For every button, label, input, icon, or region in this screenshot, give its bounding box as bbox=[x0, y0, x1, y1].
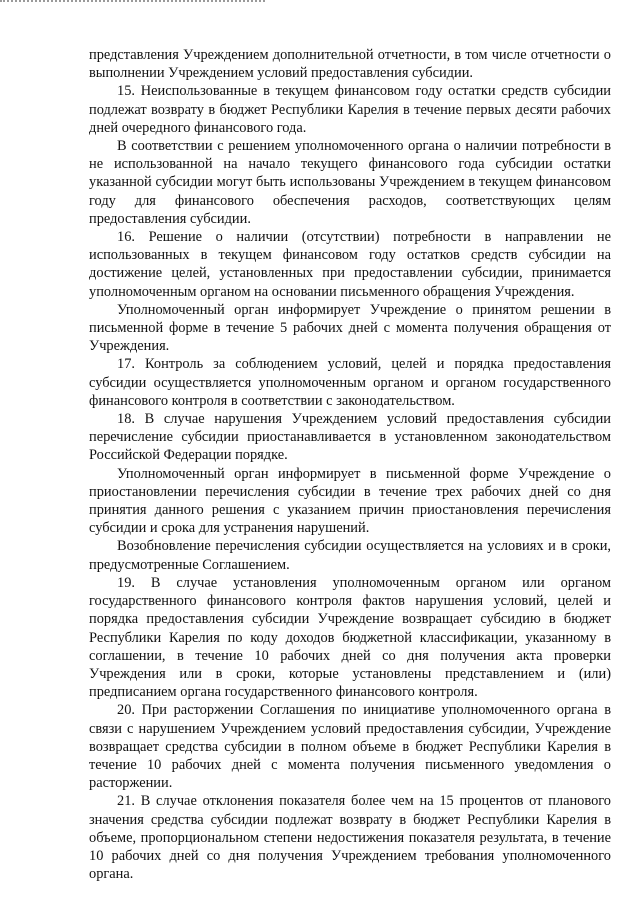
paragraph-15: 15. Неиспользованные в текущем финансовом году остатки средств субсидии подлежат возврату в бюджет Республики Карелия в течение первых десяти рабочих дней очередного финансового года. bbox=[89, 83, 611, 136]
paragraph-18-part-3: Возобновление перечисления субсидии осуществляется на условиях и в сроки, предусмотренные Соглашением. bbox=[89, 538, 611, 573]
document-page bbox=[89, 46, 611, 883]
paragraph-19: 19. В случае установления уполномоченным органом или органом государственного финансового контроля фактов нарушения условий, целей и порядка предоставления субсидии Учреждение возвращает субсидию в бюджет Республики Карелия по коду доходов бюджетной классификации, указанному в соглашении, в течение 10 рабочих дней со дня получения акта проверки Учреждения или в сроки, которые установлены представлением и (или) предписанием органа государственного финансового контроля. bbox=[89, 574, 611, 701]
paragraph-18: 18. В случае нарушения Учреждением условий предоставления субсидии перечисление субсидии приостанавливается в установленном законодательством Российской Федерации порядке. bbox=[89, 411, 611, 464]
paragraph-15-part-2: В соответствии с решением уполномоченного органа о наличии потребности в не использованной на начало текущего финансового года субсидии остатки указанной субсидии могут быть использованы Учреждением в текущем финансовом году для финансового обеспечения расходов, соответствующих целям предоставления субсидии. bbox=[89, 138, 611, 227]
paragraph-18-part-2: Уполномоченный орган информирует в письменной форме Учреждение о приостановлении перечисления субсидии в течение трех рабочих дней со дня принятия данного решения с указанием причин приостановления перечисления субсидии и срока для устранения нарушений. bbox=[89, 465, 611, 537]
paragraph-14-continuation: представления Учреждением дополнительной отчетности, в том числе отчетности о выполнении Учреждением условий предоставления субсидии. bbox=[89, 47, 611, 82]
paragraph-20: 20. При расторжении Соглашения по инициативе уполномоченного органа в связи с нарушением Учреждением условий предоставления субсидии, Учреждение возвращает средства субсидии в полном объеме в бюджет Республики Карелия в течение 10 рабочих дней с момента получения письменного уведомления о расторжении. bbox=[89, 702, 611, 792]
scan-edge-mark bbox=[0, 0, 265, 7]
paragraph-16: 16. Решение о наличии (отсутствии) потребности в направлении не использованных в текущем финансовом году остатков средств субсидии на достижение целей, установленных при предоставлении субсидии, принимается уполномоченным органом на основании письменного обращения Учреждения. bbox=[89, 229, 611, 300]
paragraph-21: 21. В случае отклонения показателя более чем на 15 процентов от планового значения средства субсидии подлежат возврату в бюджет Республики Карелия в объеме, пропорциональном степени недостижения показателя результата, в течение 10 рабочих дней со дня получения Учреждением требования уполномоченного органа. bbox=[89, 793, 611, 883]
paragraph-17: 17. Контроль за соблюдением условий, целей и порядка предоставления субсидии осуществляется уполномоченным органом и органом государственного финансового контроля в соответствии с законодательством. bbox=[89, 356, 611, 409]
paragraph-16-part-2: Уполномоченный орган информирует Учреждение о принятом решении в письменной форме в течение 5 рабочих дней с момента получения обращения от Учреждения. bbox=[89, 301, 611, 355]
